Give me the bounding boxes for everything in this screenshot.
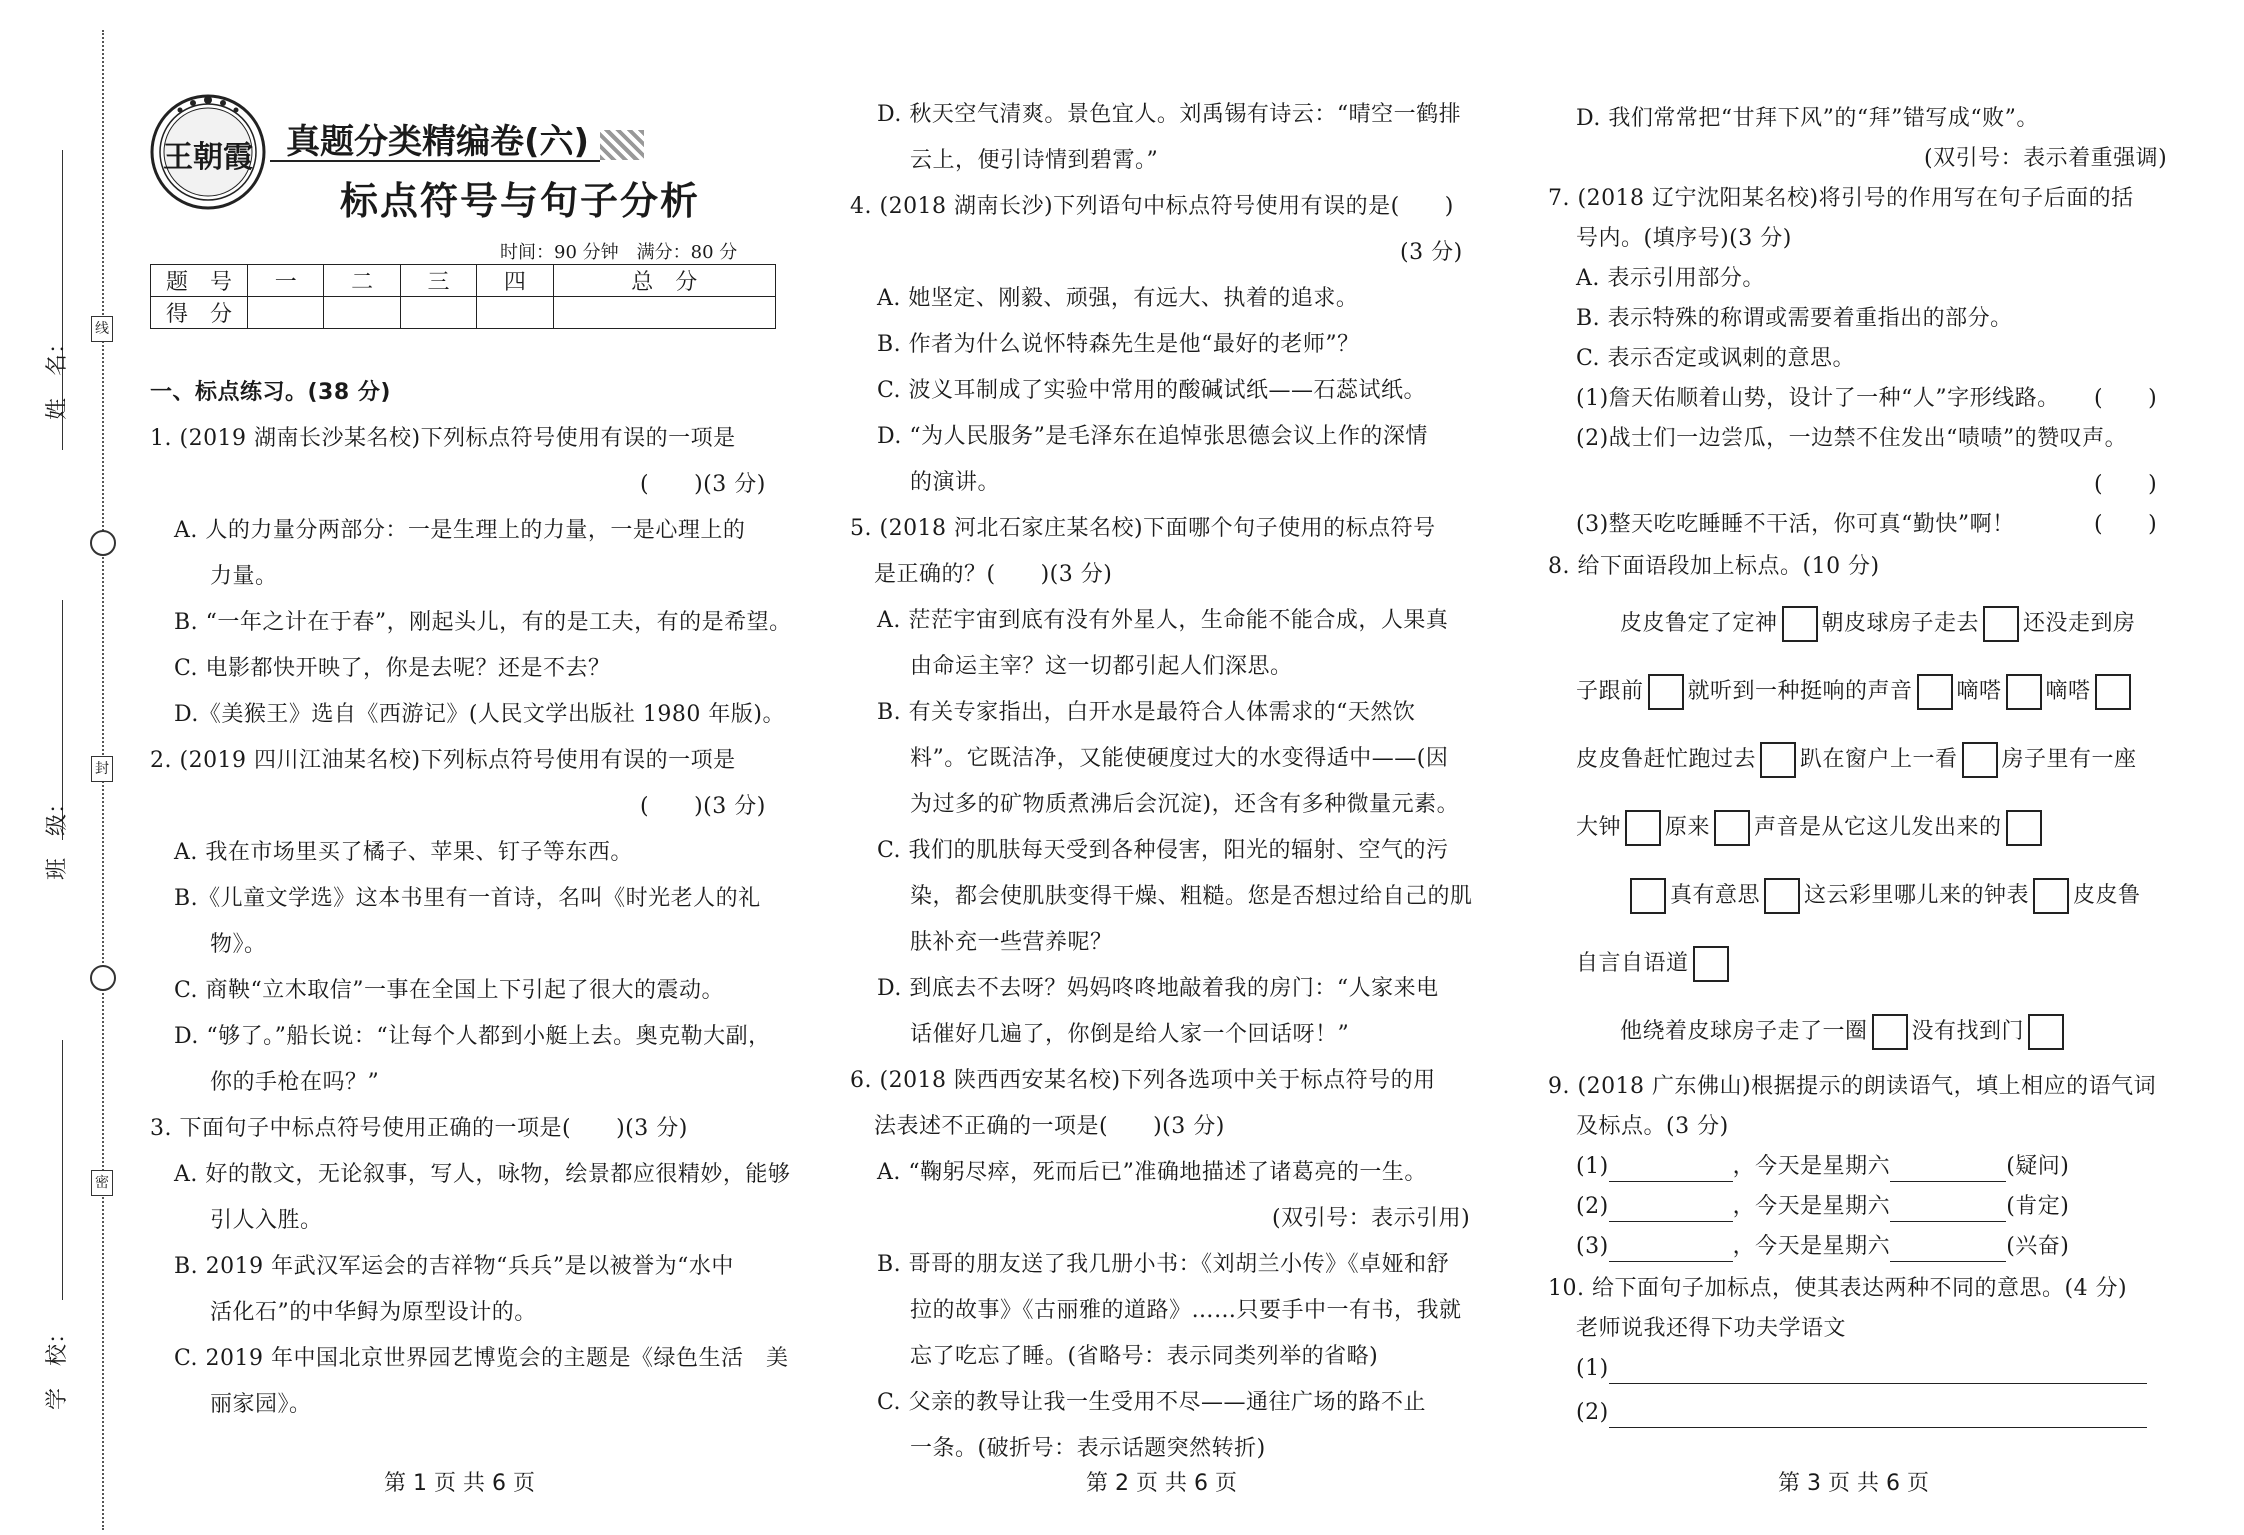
q9-blank-2[interactable] (1890, 1157, 2006, 1182)
q5-option-d-cont: 话催好几遍了，你倒是给人家一个回话呀！” (910, 1022, 1350, 1047)
q9-item-text: ，今天是星期六 (1732, 1194, 1891, 1219)
q8-text: 皮皮鲁赶忙跑过去 (1576, 747, 1757, 772)
score-header-cell: 四 (477, 265, 553, 297)
logo-text: 王朝霞 (163, 140, 253, 175)
q8-text: 房子里有一座 (2001, 747, 2137, 772)
question-6-stem-cont: 法表述不正确的一项是( )(3 分) (874, 1114, 1225, 1139)
q5-option-a: A. 茫茫宇宙到底有没有外星人，生命能不能合成，人果真 (877, 608, 1449, 633)
q3-option-b-cont: 活化石”的中华鲟为原型设计的。 (210, 1300, 537, 1325)
q8-text: 没有找到门 (1911, 1019, 2025, 1044)
punctuation-box[interactable] (2028, 1014, 2064, 1050)
q7-option-c: C. 表示否定或讽刺的意思。 (1576, 346, 1856, 371)
score-cell[interactable] (477, 297, 553, 329)
q5-option-b-cont: 为过多的矿物质煮沸后会沉淀)，还含有多种微量元素。 (910, 792, 1460, 817)
q6-option-d: D. 我们常常把“甘拜下风”的“拜”错写成“败”。 (1576, 106, 2039, 131)
q9-blank-1[interactable] (1609, 1237, 1733, 1262)
q8-text: 还没走到房 (2023, 611, 2136, 636)
q7-option-b: B. 表示特殊的称谓或需要着重指出的部分。 (1576, 306, 2013, 331)
q9-item-tone: (肯定) (2006, 1194, 2070, 1219)
score-table-score-row (151, 297, 776, 329)
q1-option-d: D.《美猴王》选自《西游记》(人民文学出版社 1980 年版)。 (174, 702, 785, 727)
punctuation-box[interactable] (1625, 810, 1661, 846)
binding-seal-icon (90, 965, 116, 991)
binding-tag-seal: 封 (91, 756, 113, 782)
q9-item-num: (1) (1576, 1154, 1609, 1179)
q10-item-1 (1576, 1354, 2147, 1384)
q9-blank-1[interactable] (1609, 1157, 1733, 1182)
q9-item-tone: (疑问) (2006, 1154, 2070, 1179)
q4-option-a: A. 她坚定、刚毅、顽强，有远大、执着的追求。 (877, 286, 1359, 311)
q3-option-d-cont: 云上，便引诗情到碧霄。” (910, 148, 1159, 173)
q8-line-6 (1576, 946, 1733, 982)
binding-tag-secret: 密 (91, 1170, 113, 1196)
q4-option-c: C. 波义耳制成了实验中常用的酸碱试纸——石蕊试纸。 (877, 378, 1427, 403)
punctuation-box[interactable] (1714, 810, 1750, 846)
page-footer-1: 第 1 页 共 6 页 (384, 1471, 535, 1496)
q8-text: 嘀嗒 (1956, 679, 2002, 704)
q2-option-b: B.《儿童文学选》这本书里有一首诗，名叫《时光老人的礼 (174, 886, 761, 911)
q1-option-a-cont: 力量。 (210, 564, 278, 589)
score-cell[interactable] (553, 297, 775, 329)
q4-option-b: B. 作者为什么说怀特森先生是他“最好的老师”？ (877, 332, 1360, 357)
score-header-cell: 总 分 (553, 265, 775, 297)
q8-text: 朝皮球房子走去 (1821, 611, 1980, 636)
q5-option-c-cont: 染，都会使肌肤变得干燥、粗糙。您是否想过给自己的肌 (910, 884, 1473, 909)
q9-item-3 (1576, 1232, 2069, 1262)
question-1-answer-slot[interactable]: ( )(3 分) (640, 472, 766, 497)
binding-seal-icon (90, 530, 116, 556)
score-header-cell: 题 号 (151, 265, 248, 297)
q8-line-2 (1576, 674, 2135, 710)
q6-option-c: C. 父亲的教导让我一生受用不尽——通往广场的路不止 (877, 1390, 1427, 1415)
punctuation-box[interactable] (1764, 878, 1800, 914)
q6-option-a: A. “鞠躬尽瘁，死而后已”准确地描述了诸葛亮的一生。 (877, 1160, 1427, 1185)
q3-option-b: B. 2019 年武汉军运会的吉祥物“兵兵”是以被誉为“水中 (174, 1254, 734, 1279)
q8-text: 皮皮鲁 (2073, 883, 2141, 908)
page-title: 标点符号与句子分析 (340, 179, 701, 223)
q3-option-d: D. 秋天空气清爽。景色宜人。刘禹锡有诗云：“晴空一鹤排 (877, 102, 1462, 127)
question-7-stem-cont: 号内。(填序号)(3 分) (1576, 226, 1792, 251)
q8-line-7 (1620, 1014, 2068, 1050)
header-rule (270, 160, 600, 162)
question-5-stem-cont: 是正确的？( )(3 分) (874, 562, 1113, 587)
q2-option-c: C. 商鞅“立木取信”一事在全国上下引起了很大的震动。 (174, 978, 725, 1003)
q6-option-b-cont: 拉的故事》《古丽雅的道路》……只要手中一有书，我就 (910, 1298, 1462, 1323)
punctuation-box[interactable] (2095, 674, 2131, 710)
exam-meta: 时间：90 分钟 满分：80 分 (500, 242, 738, 263)
question-1-stem: 1. (2019 湖南长沙某名校)下列标点符号使用有误的一项是 (150, 426, 736, 451)
punctuation-box[interactable] (2006, 674, 2042, 710)
q3-option-a: A. 好的散文，无论叙事，写人，咏物，绘景都应很精妙，能够 (174, 1162, 791, 1187)
q8-text: 大钟 (1576, 815, 1622, 840)
punctuation-box[interactable] (1917, 674, 1953, 710)
question-4-points: (3 分) (1400, 240, 1463, 265)
q8-text: 他绕着皮球房子走了一圈 (1620, 1019, 1868, 1044)
question-6-stem: 6. (2018 陕西西安某名校)下列各选项中关于标点符号的用 (850, 1068, 1436, 1093)
q10-answer-line-2[interactable] (1609, 1403, 2147, 1428)
q8-text: 自言自语道 (1576, 951, 1689, 976)
name-label: 姓 名： (45, 331, 70, 420)
q9-blank-1[interactable] (1609, 1197, 1733, 1222)
punctuation-box[interactable] (1693, 946, 1729, 982)
question-7-stem: 7. (2018 辽宁沈阳某名校)将引号的作用写在句子后面的括 (1548, 186, 2134, 211)
punctuation-box[interactable] (1760, 742, 1796, 778)
score-header-cell: 三 (400, 265, 476, 297)
q8-text: 原来 (1665, 815, 1711, 840)
q7-item-1-answer[interactable]: ( ) (2094, 386, 2158, 411)
q1-option-a: A. 人的力量分两部分：一是生理上的力量，一是心理上的 (174, 518, 746, 543)
q9-item-text: ，今天是星期六 (1732, 1154, 1891, 1179)
q5-option-b-cont: 料”。它既洁净，又能使硬度过大的水变得适中——(因 (910, 746, 1449, 771)
school-label: 学 校： (45, 1321, 70, 1410)
score-cell[interactable] (324, 297, 400, 329)
q9-item-text: ，今天是星期六 (1732, 1234, 1891, 1259)
q3-option-a-cont: 引人入胜。 (210, 1208, 323, 1233)
q8-text: 声音是从它这儿发出来的 (1754, 815, 2002, 840)
question-10-stem: 10. 给下面句子加标点，使其表达两种不同的意思。(4 分) (1548, 1276, 2128, 1301)
q6-option-a-note: (双引号：表示引用) (1272, 1206, 1471, 1231)
q6-option-b: B. 哥哥的朋友送了我几册小书：《刘胡兰小传》《卓娅和舒 (877, 1252, 1450, 1277)
question-8-stem: 8. 给下面语段加上标点。(10 分) (1548, 554, 1880, 579)
q8-text: 真有意思 (1670, 883, 1761, 908)
q2-option-d: D. “够了。”船长说：“让每个人都到小艇上去。奥克勒大副， (174, 1024, 771, 1049)
q8-text: 皮皮鲁定了定神 (1620, 611, 1778, 636)
q10-answer-line-1[interactable] (1609, 1359, 2147, 1384)
punctuation-box[interactable] (1648, 674, 1684, 710)
question-4-stem: 4. (2018 湖南长沙)下列语句中标点符号使用有误的是( ) (850, 194, 1454, 219)
punctuation-box[interactable] (2033, 878, 2069, 914)
q6-option-b-cont: 忘了吃忘了睡。(省略号：表示同类列举的省略) (910, 1344, 1379, 1369)
q4-option-d: D. “为人民服务”是毛泽东在追悼张思德会议上作的深情 (877, 424, 1428, 449)
q9-blank-2[interactable] (1890, 1197, 2006, 1222)
score-header-cell: 二 (324, 265, 400, 297)
punctuation-box[interactable] (1872, 1014, 1908, 1050)
question-9-stem: 9. (2018 广东佛山)根据提示的朗读语气，填上相应的语气词 (1548, 1074, 2157, 1099)
series-title: 真题分类精编卷(六) (286, 122, 590, 162)
q8-line-3 (1576, 742, 2137, 778)
q2-option-b-cont: 物》。 (210, 932, 267, 957)
question-2-answer-slot[interactable]: ( )(3 分) (640, 794, 766, 819)
score-table (150, 264, 776, 329)
q2-option-a: A. 我在市场里买了橘子、苹果、钉子等东西。 (174, 840, 633, 865)
punctuation-box[interactable] (1782, 606, 1818, 642)
q8-text: 就听到一种挺响的声音 (1687, 679, 1913, 704)
q5-option-b: B. 有关专家指出，白开水是最符合人体需求的“天然饮 (877, 700, 1416, 725)
q7-option-a: A. 表示引用部分。 (1576, 266, 1765, 291)
header-decoration (600, 130, 644, 160)
q8-text: 子跟前 (1576, 679, 1644, 704)
punctuation-box[interactable] (2006, 810, 2042, 846)
page-footer-3: 第 3 页 共 6 页 (1778, 1471, 1929, 1496)
q9-item-2 (1576, 1192, 2069, 1222)
q6-option-c-cont: 一条。(破折号：表示话题突然转折) (910, 1436, 1266, 1461)
page-footer-2: 第 2 页 共 6 页 (1086, 1471, 1237, 1496)
score-row-label: 得 分 (151, 297, 248, 329)
q6-option-d-note: (双引号：表示着重强调) (1924, 146, 2168, 171)
question-3-stem: 3. 下面句子中标点符号使用正确的一项是( )(3 分) (150, 1116, 688, 1141)
q10-item-num: (1) (1576, 1356, 1609, 1381)
punctuation-box[interactable] (1983, 606, 2019, 642)
punctuation-box[interactable] (1630, 878, 1666, 914)
q10-sentence: 老师说我还得下功夫学语文 (1576, 1316, 1847, 1341)
q7-item-1: (1)詹天佑顺着山势，设计了一种“人”字形线路。 (1576, 386, 2060, 411)
q5-option-c: C. 我们的肌肤每天受到各种侵害，阳光的辐射、空气的污 (877, 838, 1449, 863)
score-cell[interactable] (248, 297, 324, 329)
q2-option-d-cont: 你的手枪在吗？” (210, 1070, 380, 1095)
q5-option-c-cont: 肤补充一些营养呢？ (910, 930, 1113, 955)
q8-line-1 (1620, 606, 2136, 642)
q7-item-2-answer[interactable]: ( ) (2094, 472, 2158, 497)
q1-option-b: B. “一年之计在于春”，刚起头儿，有的是工夫，有的是希望。 (174, 610, 792, 635)
section-title: 一、标点练习。(38 分) (150, 380, 391, 405)
score-table-header-row (151, 265, 776, 297)
q3-option-c: C. 2019 年中国北京世界园艺博览会的主题是《绿色生活 美 (174, 1346, 789, 1371)
punctuation-box[interactable] (1962, 742, 1998, 778)
question-2-stem: 2. (2019 四川江油某名校)下列标点符号使用有误的一项是 (150, 748, 736, 773)
q5-option-d: D. 到底去不去呀？妈妈咚咚地敲着我的房门：“人家来电 (877, 976, 1439, 1001)
logo (148, 92, 268, 212)
binding-tag-line: 线 (91, 316, 113, 342)
q10-item-2 (1576, 1398, 2147, 1428)
q4-option-d-cont: 的演讲。 (910, 470, 1001, 495)
question-5-stem: 5. (2018 河北石家庄某名校)下面哪个句子使用的标点符号 (850, 516, 1436, 541)
q8-line-4 (1576, 810, 2046, 846)
q10-item-num: (2) (1576, 1400, 1609, 1425)
score-cell[interactable] (400, 297, 476, 329)
q1-option-c: C. 电影都快开映了，你是去呢？还是不去？ (174, 656, 611, 681)
q8-text: 趴在窗户上一看 (1800, 747, 1958, 772)
q9-item-num: (2) (1576, 1194, 1609, 1219)
q7-item-3: (3)整天吃吃睡睡不干活，你可真“勤快”啊！ (1576, 512, 2015, 537)
score-header-cell: 一 (248, 265, 324, 297)
q9-item-num: (3) (1576, 1234, 1609, 1259)
q9-item-tone: (兴奋) (2006, 1234, 2070, 1259)
school-field[interactable] (62, 1040, 65, 1300)
q5-option-a-cont: 由命运主宰？这一切都引起人们深思。 (910, 654, 1293, 679)
question-9-stem-cont: 及标点。(3 分) (1576, 1114, 1729, 1139)
q7-item-3-answer[interactable]: ( ) (2094, 512, 2158, 537)
q9-item-1 (1576, 1152, 2069, 1182)
q8-text: 这云彩里哪儿来的钟表 (1804, 883, 2030, 908)
class-label: 班 级： (45, 791, 70, 880)
q8-line-5 (1626, 878, 2141, 914)
q7-item-2: (2)战士们一边尝瓜，一边禁不住发出“啧啧”的赞叹声。 (1576, 426, 2128, 451)
q9-blank-2[interactable] (1890, 1237, 2006, 1262)
q3-option-c-cont: 丽家园》。 (210, 1392, 312, 1417)
q8-text: 嘀嗒 (2045, 679, 2091, 704)
